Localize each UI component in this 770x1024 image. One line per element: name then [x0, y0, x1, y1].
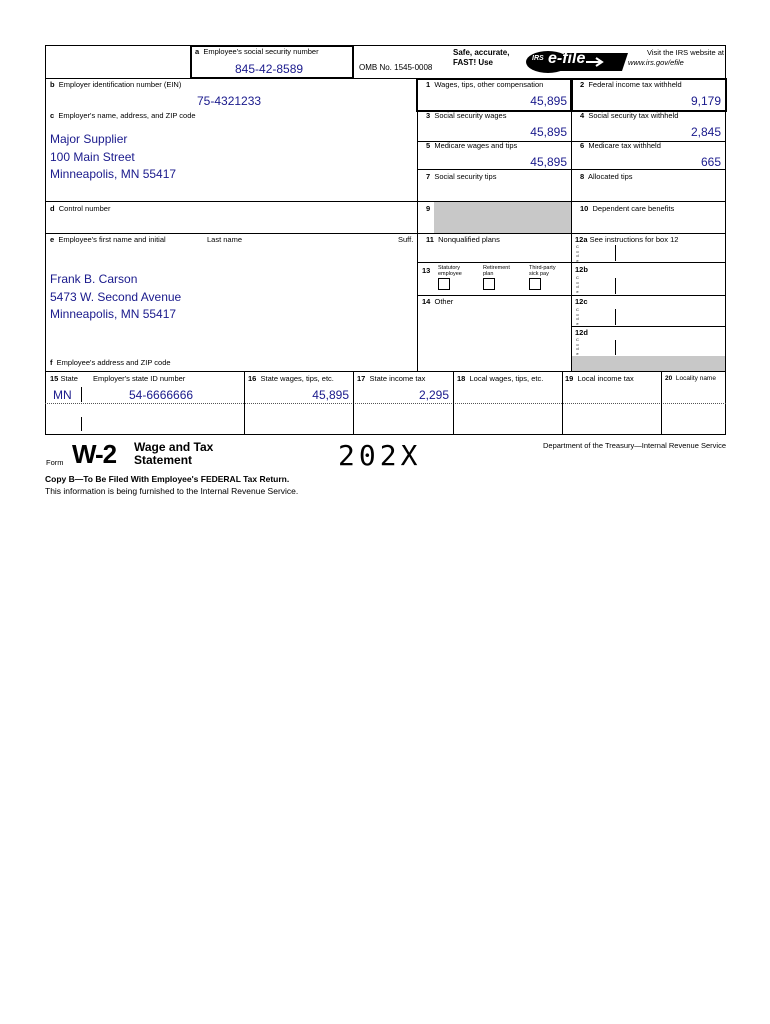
efile-line2: FAST! Use: [453, 58, 494, 67]
omb-number: OMB No. 1545-0008: [359, 63, 433, 72]
box-12a-label: 12a See instructions for box 12: [575, 235, 679, 244]
box-3-value: 45,895: [530, 125, 567, 139]
ssn-value: 845-42-8589: [235, 62, 304, 76]
retirement-plan-label: Retirement plan: [483, 265, 510, 277]
efile-visit2: www.irs.gov/efile: [628, 58, 684, 67]
box-f-label: f Employee's address and ZIP code: [50, 358, 171, 367]
box-4-value: 2,845: [690, 125, 721, 139]
tax-year: 202X: [338, 439, 422, 472]
box-5-value: 45,895: [530, 155, 567, 169]
box-1-label: 1 Wages, tips, other compensation: [426, 80, 544, 89]
efile-line1: Safe, accurate,: [453, 48, 510, 57]
copy-b-title: Copy B—To Be Filed With Employee's FEDERAL Tax Return.: [45, 474, 290, 484]
box-18-label: 18 Local wages, tips, etc.: [457, 374, 544, 383]
box-9-label: 9: [426, 204, 431, 213]
third-party-sick-pay-label: Third-party sick pay: [529, 265, 556, 277]
box-c-label: c Employer's name, address, and ZIP code: [50, 111, 196, 120]
box-12c-code-label: C o d e: [576, 307, 579, 326]
box-14-label: 14 Other: [422, 297, 454, 306]
employee-name: Frank B. Carson: [50, 272, 138, 286]
box-7-label: 7 Social security tips: [426, 172, 497, 181]
box-1-value: 45,895: [530, 94, 567, 108]
box-12d-label: 12d: [575, 328, 588, 337]
form-name: W-2: [72, 439, 117, 469]
box-d-label: d Control number: [50, 204, 111, 213]
employer-city: Minneapolis, MN 55417: [50, 167, 177, 181]
box-e-suffix-label: Suff.: [398, 235, 414, 244]
box-2-label: 2 Federal income tax withheld: [580, 80, 682, 89]
form-word: Form: [46, 458, 64, 467]
irs-logo-text: IRS: [532, 55, 544, 62]
box-11-label: 11 Nonqualified plans: [426, 235, 500, 244]
box-10-label: 10 Dependent care benefits: [580, 204, 675, 213]
ein-value: 75-4321233: [197, 94, 262, 108]
state-id-value: 54-6666666: [129, 388, 194, 402]
box-12a-code-label: C o d e: [576, 244, 579, 263]
box-16-label: 16 State wages, tips, etc.: [248, 374, 334, 383]
treasury-dept: Department of the Treasury—Internal Revenue Service: [542, 441, 726, 450]
employer-name: Major Supplier: [50, 132, 128, 146]
statutory-employee-label: Statutory employee: [438, 265, 462, 277]
employer-street: 100 Main Street: [50, 150, 135, 164]
efile-visit1: Visit the IRS website at: [647, 48, 724, 57]
efile-logo-text: e-file: [548, 50, 586, 67]
box-4-label: 4 Social security tax withheld: [580, 111, 679, 120]
statutory-employee-checkbox[interactable]: [438, 278, 450, 290]
box-6-label: 6 Medicare tax withheld: [580, 141, 661, 150]
box-8-label: 8 Allocated tips: [580, 172, 633, 181]
box-b-label: b Employer identification number (EIN): [50, 80, 182, 89]
box-12b-code-label: C o d e: [576, 275, 579, 294]
box-e-label: e Employee's first name and initial: [50, 235, 166, 244]
box-2-value: 9,179: [690, 94, 721, 108]
box-13-label: 13: [422, 266, 431, 275]
box-19-label: 19 Local income tax: [565, 374, 634, 383]
box-a-label: a Employee's social security number: [195, 47, 319, 56]
box-12b-label: 12b: [575, 265, 588, 274]
copy-b-info: This information is being furnished to the Internal Revenue Service.: [45, 486, 299, 496]
box-16-value: 45,895: [312, 388, 349, 402]
employee-city: Minneapolis, MN 55417: [50, 307, 177, 321]
box-3-label: 3 Social security wages: [426, 111, 507, 120]
box-20-label: 20 Locality name: [665, 375, 716, 382]
box-15-label: 15 State: [50, 374, 78, 383]
box-15-id-label: Employer's state ID number: [93, 374, 186, 383]
box-6-value: 665: [700, 155, 721, 169]
box-5-label: 5 Medicare wages and tips: [426, 141, 518, 150]
form-title-line1: Wage and Tax: [134, 440, 214, 454]
employee-street: 5473 W. Second Avenue: [50, 290, 182, 304]
retirement-plan-checkbox[interactable]: [483, 278, 495, 290]
form-title-line2: Statement: [134, 453, 193, 467]
box-17-value: 2,295: [418, 388, 449, 402]
box-e-last-name-label: Last name: [207, 235, 243, 244]
third-party-sick-pay-checkbox[interactable]: [529, 278, 541, 290]
state-value: MN: [53, 388, 72, 402]
w2-form: [45, 45, 726, 434]
box-12c-label: 12c: [575, 297, 588, 306]
box-12d-code-label: C o d e: [576, 337, 579, 356]
box-17-label: 17 State income tax: [357, 374, 426, 383]
